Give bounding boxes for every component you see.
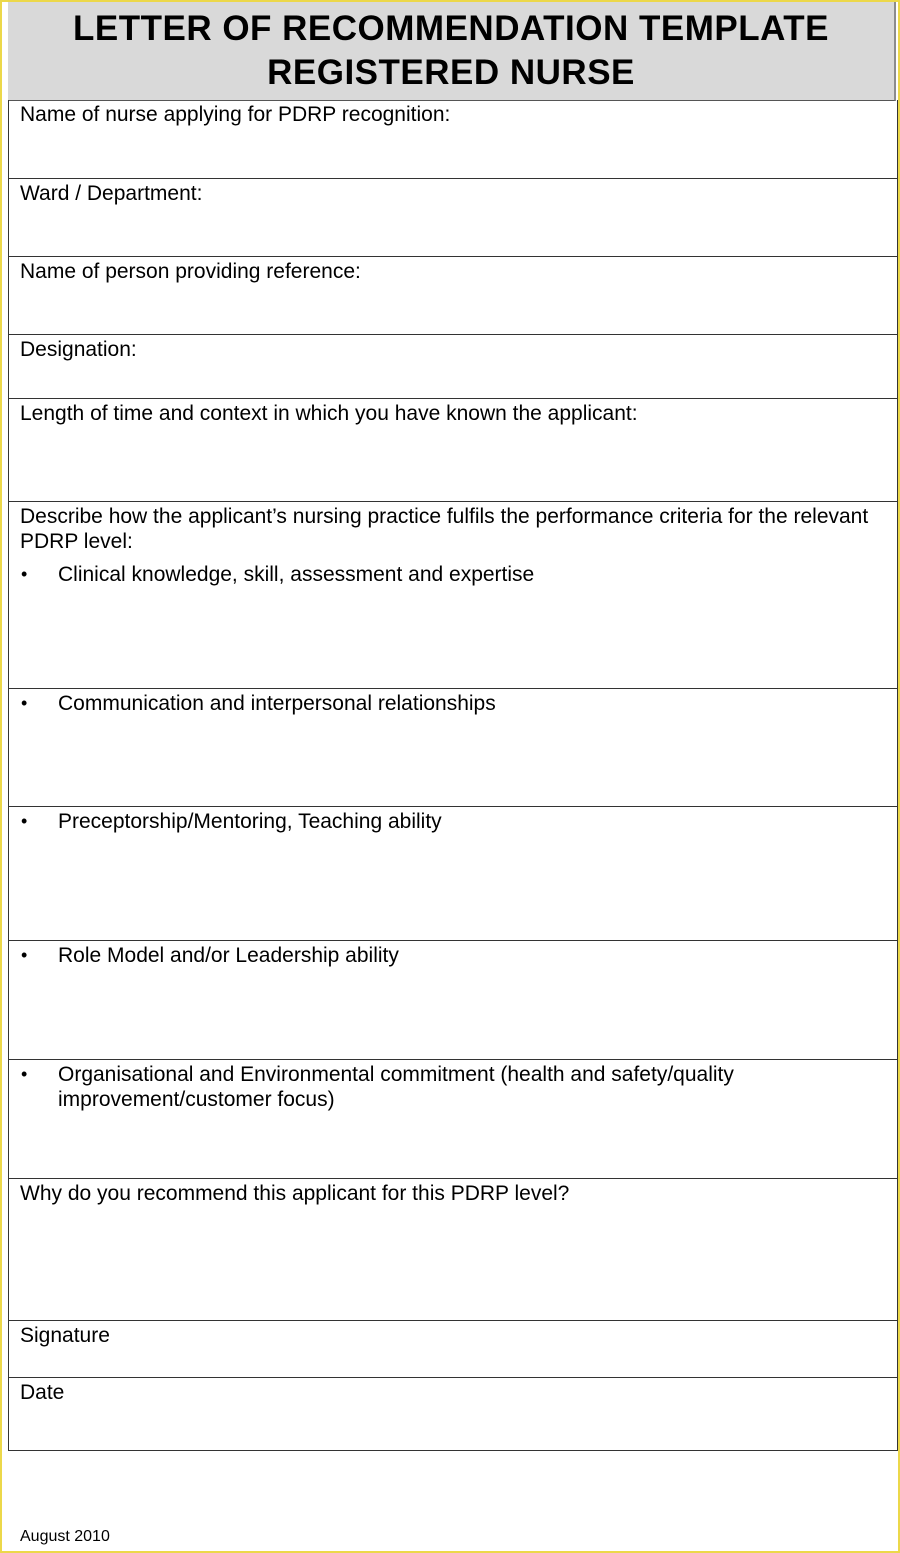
title-header bbox=[8, 2, 896, 101]
length-of-time-field[interactable] bbox=[9, 399, 897, 502]
length-of-time-label: Length of time and context in which you have known the applicant: bbox=[20, 402, 638, 425]
criteria-item-preceptorship bbox=[20, 809, 887, 834]
criteria-item-clinical bbox=[20, 562, 887, 587]
footer-date: August 2010 bbox=[20, 1528, 110, 1545]
designation-label: Designation: bbox=[20, 338, 137, 361]
criteria-label: Role Model and/or Leadership ability bbox=[58, 944, 399, 967]
criteria-communication-field[interactable] bbox=[9, 689, 897, 807]
why-recommend-label: Why do you recommend this applicant for this PDRP level? bbox=[20, 1182, 570, 1205]
bullet-icon: • bbox=[21, 1064, 28, 1084]
title-line-2: REGISTERED NURSE bbox=[267, 53, 635, 92]
title-line-1: LETTER OF RECOMMENDATION TEMPLATE bbox=[73, 9, 829, 48]
bullet-icon: • bbox=[21, 564, 28, 584]
nurse-name-label: Name of nurse applying for PDRP recognition: bbox=[20, 103, 451, 126]
bullet-icon: • bbox=[21, 811, 28, 831]
criteria-item-organisational bbox=[20, 1062, 887, 1112]
criteria-label: Clinical knowledge, skill, assessment and expertise bbox=[58, 563, 535, 586]
ward-department-label: Ward / Department: bbox=[20, 182, 203, 205]
why-recommend-field[interactable] bbox=[9, 1179, 897, 1321]
recommendation-form bbox=[8, 100, 898, 1451]
date-label: Date bbox=[20, 1381, 65, 1404]
describe-practice-field[interactable] bbox=[9, 502, 897, 689]
bullet-icon: • bbox=[21, 693, 28, 713]
criteria-organisational-field[interactable] bbox=[9, 1060, 897, 1179]
criteria-item-communication bbox=[20, 691, 887, 716]
criteria-preceptorship-field[interactable] bbox=[9, 807, 897, 941]
nurse-name-field[interactable] bbox=[9, 100, 897, 179]
ward-department-field[interactable] bbox=[9, 179, 897, 257]
criteria-label: Communication and interpersonal relationships bbox=[58, 692, 496, 715]
bullet-icon: • bbox=[21, 945, 28, 965]
signature-field[interactable] bbox=[9, 1321, 897, 1378]
criteria-item-leadership bbox=[20, 943, 887, 968]
designation-field[interactable] bbox=[9, 335, 897, 399]
criteria-label: Organisational and Environmental commitment (health and safety/quality improvement/customer focus) bbox=[58, 1063, 734, 1111]
criteria-label: Preceptorship/Mentoring, Teaching ability bbox=[58, 810, 442, 833]
criteria-leadership-field[interactable] bbox=[9, 941, 897, 1060]
describe-intro-text: Describe how the applicant’s nursing practice fulfils the performance criteria for the relevant PDRP level: bbox=[20, 505, 869, 553]
signature-label: Signature bbox=[20, 1324, 110, 1347]
date-field[interactable] bbox=[9, 1378, 897, 1451]
referee-name-field[interactable] bbox=[9, 257, 897, 335]
referee-name-label: Name of person providing reference: bbox=[20, 260, 361, 283]
